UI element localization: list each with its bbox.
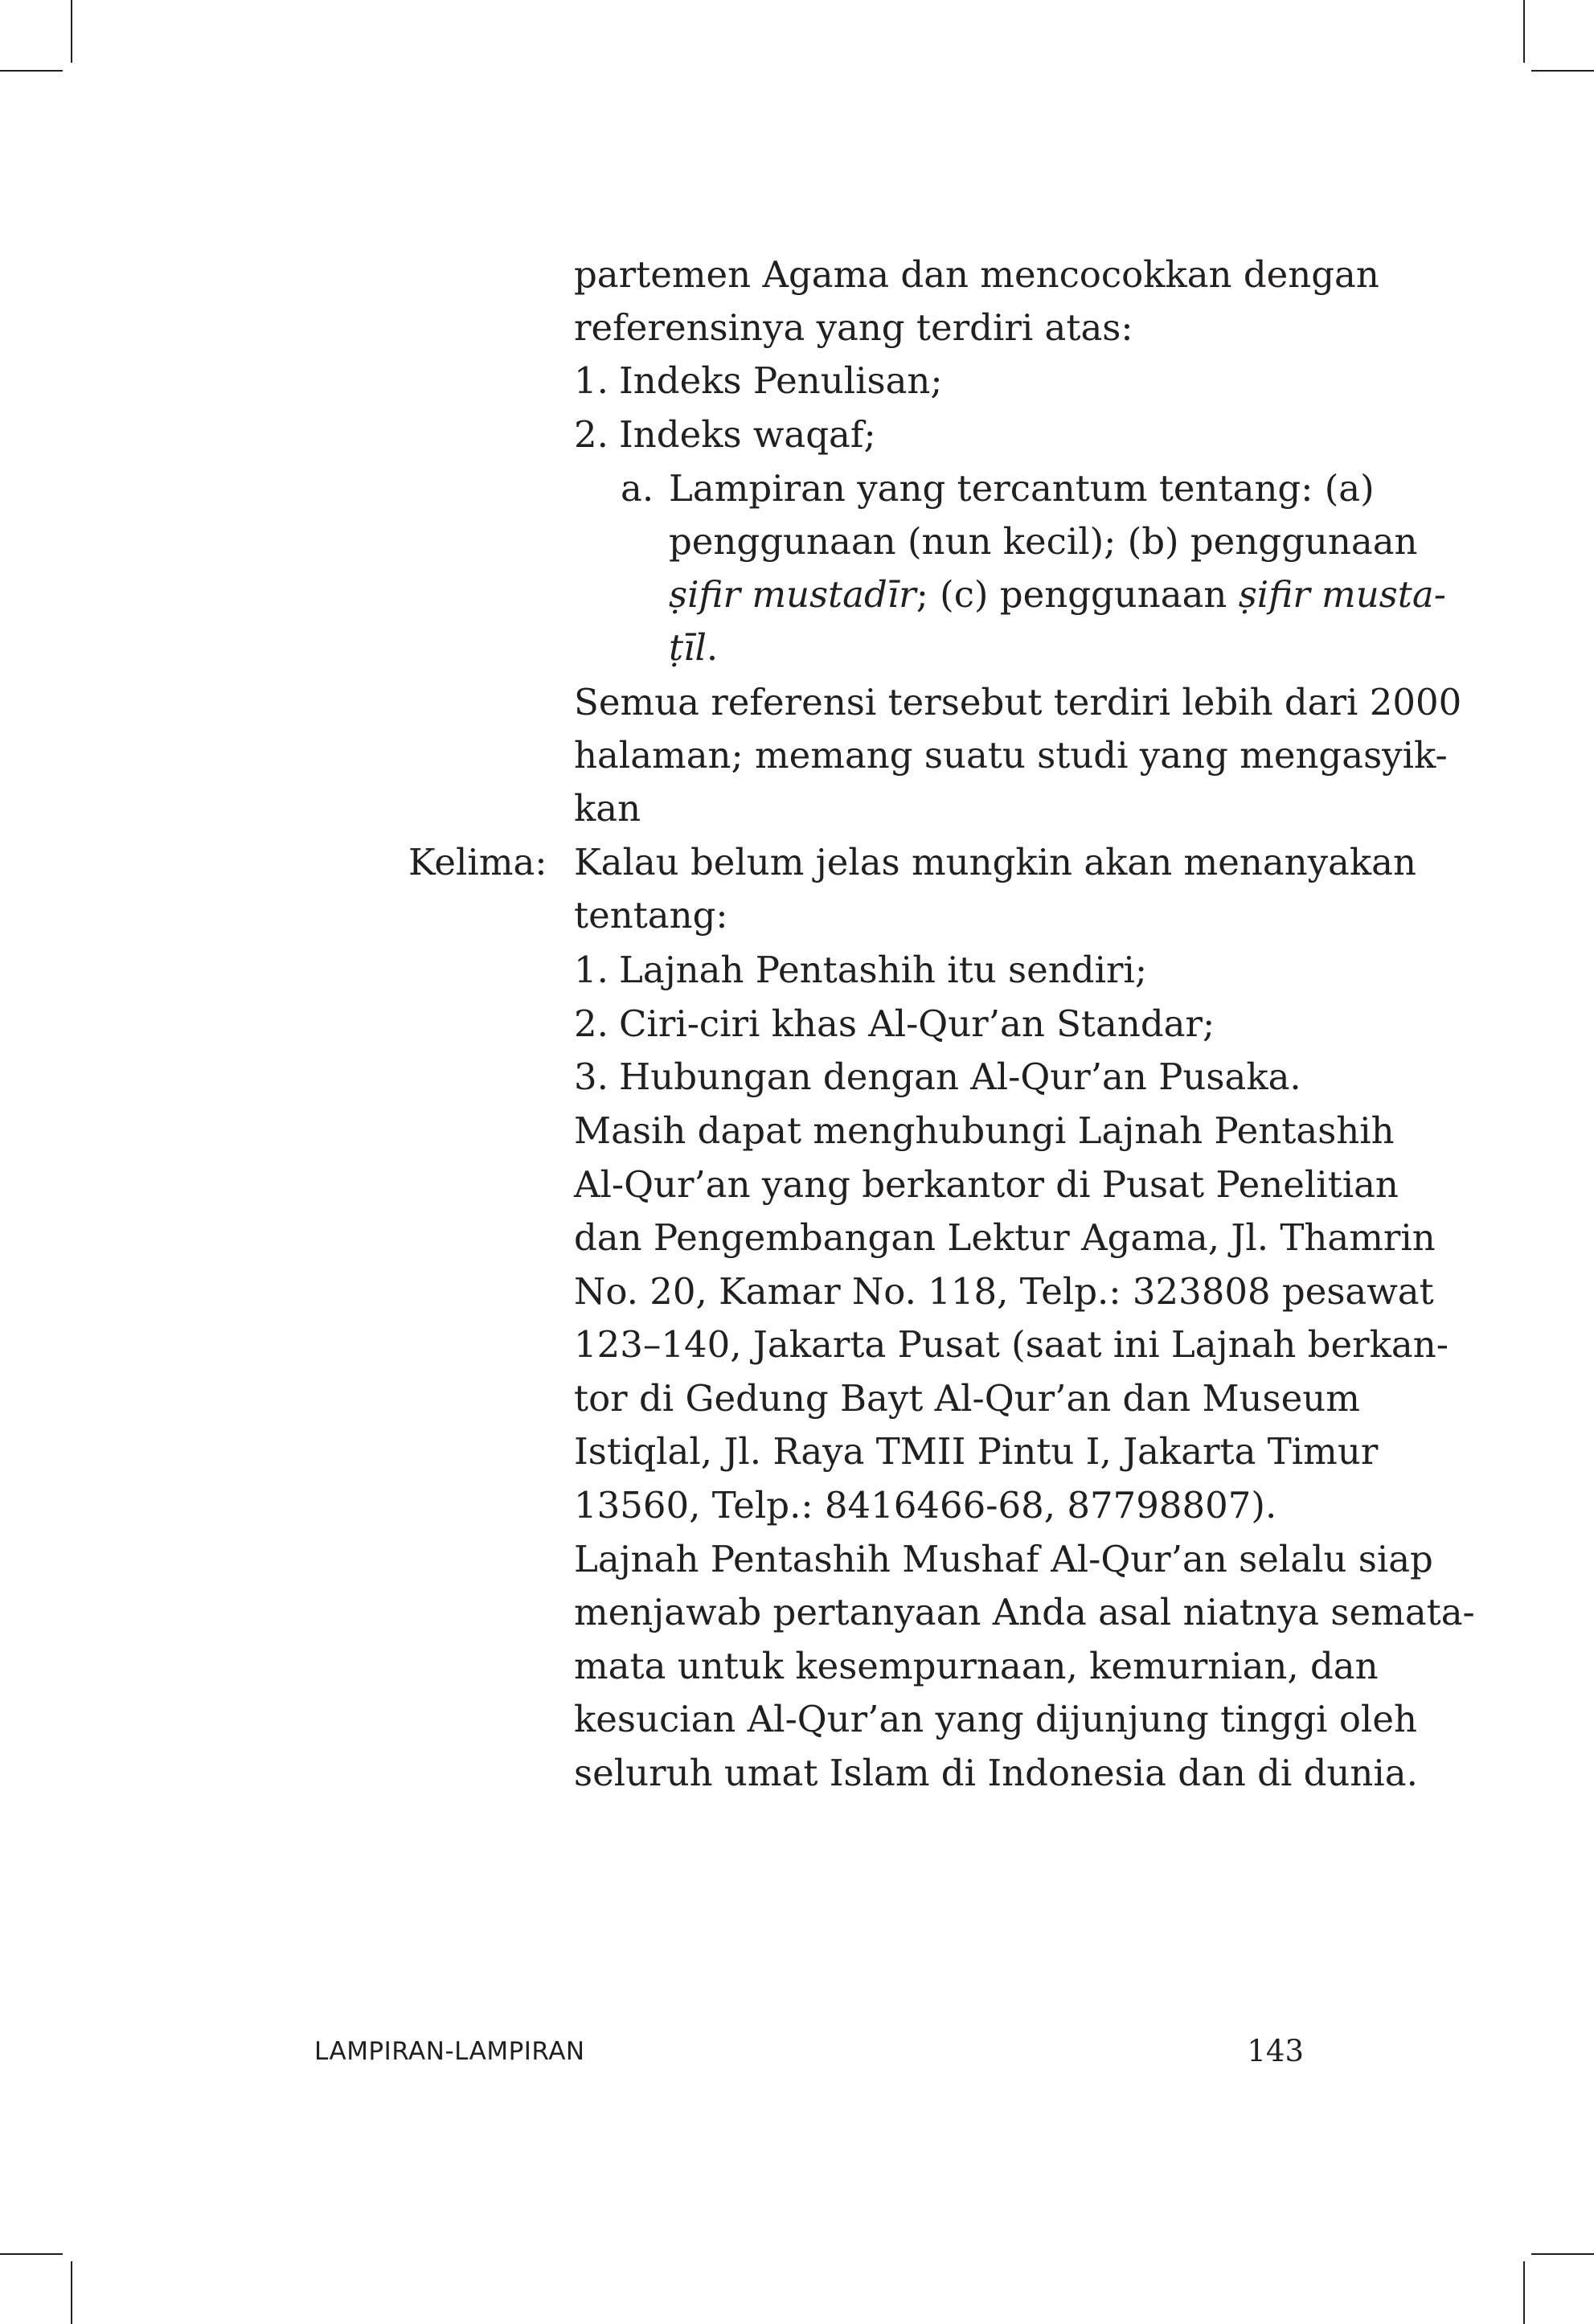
paragraph-line: Al-Qur’an yang berkantor di Pusat Penelitian — [574, 1163, 1399, 1206]
paragraph-line: Semua referensi tersebut terdiri lebih dari 2000 — [574, 681, 1462, 723]
crop-mark — [1531, 2253, 1594, 2255]
crop-mark — [1523, 0, 1525, 63]
crop-mark — [1523, 2261, 1525, 2324]
paragraph-line: dan Pengembangan Lektur Agama, Jl. Thamrin — [574, 1216, 1436, 1259]
italic-term: ṣifir mustadīr — [669, 573, 916, 616]
paragraph-line: menjawab pertanyaan Anda asal niatnya semata- — [574, 1591, 1475, 1633]
crop-mark — [1531, 70, 1594, 72]
list-number: 2. — [574, 1002, 609, 1045]
sublist-number: a. — [621, 467, 654, 510]
paragraph-line: halaman; memang suatu studi yang mengasyik- — [574, 734, 1448, 777]
list-text: Hubungan dengan Al-Qur’an Pusaka. — [619, 1055, 1301, 1098]
paragraph-line: Istiqlal, Jl. Raya TMII Pintu I, Jakarta Timur — [574, 1430, 1379, 1473]
italic-term: ṭīl — [669, 626, 707, 669]
paragraph-line: No. 20, Kamar No. 118, Telp.: 323808 pesawat — [574, 1270, 1434, 1313]
list-number: 2. — [574, 413, 609, 456]
list-number: 3. — [574, 1055, 609, 1098]
paragraph-line: Lajnah Pentashih Mushaf Al-Qur’an selalu siap — [574, 1538, 1433, 1580]
section-label: Kelima: — [408, 841, 547, 883]
paragraph-line: partemen Agama dan mencocokkan dengan — [574, 253, 1379, 296]
paragraph-line: kesucian Al-Qur’an yang dijunjung tinggi oleh — [574, 1698, 1417, 1740]
crop-mark — [0, 70, 63, 72]
crop-mark — [71, 0, 72, 63]
list-item — [574, 998, 1215, 1051]
paragraph-line: 13560, Telp.: 8416466-68, 87798807). — [574, 1484, 1277, 1527]
paragraph-line: tor di Gedung Bayt Al-Qur’an dan Museum — [574, 1377, 1360, 1420]
paragraph-line: seluruh umat Islam di Indonesia dan di dunia. — [574, 1752, 1418, 1794]
list-text: Ciri-ciri khas Al-Qur’an Standar; — [619, 1002, 1215, 1045]
sublist-text: Lampiran yang tercantum tentang: (a) — [669, 467, 1375, 510]
sublist-text: ; (c) penggunaan — [916, 573, 1239, 616]
list-text: Indeks Penulisan; — [619, 359, 943, 402]
paragraph-line: tentang: — [574, 894, 728, 937]
list-item — [574, 408, 876, 461]
list-text: Indeks waqaf; — [619, 413, 876, 456]
running-head: LAMPIRAN-LAMPIRAN — [314, 2037, 585, 2066]
paragraph-line: Masih dapat menghubungi Lajnah Pentashih — [574, 1109, 1395, 1152]
crop-mark — [71, 2261, 72, 2324]
paragraph-line: kan — [574, 787, 641, 830]
list-number: 1. — [574, 359, 609, 402]
sublist-line — [669, 568, 1446, 621]
sublist-line: penggunaan (nun kecil); (b) penggunaan — [669, 520, 1418, 563]
paragraph-line: 123–140, Jakarta Pusat (saat ini Lajnah berkan- — [574, 1323, 1449, 1366]
italic-term: ṣifir musta- — [1238, 573, 1446, 616]
paragraph-line: referensinya yang terdiri atas: — [574, 306, 1133, 349]
sublist-text: . — [706, 626, 719, 669]
list-number: 1. — [574, 949, 609, 991]
sublist-item — [621, 462, 1375, 515]
list-item — [574, 355, 943, 408]
list-item — [574, 1051, 1301, 1104]
paragraph-line: mata untuk kesempurnaan, kemurnian, dan — [574, 1645, 1379, 1687]
paragraph-line: Kalau belum jelas mungkin akan menanyakan — [574, 841, 1416, 883]
sublist-line — [669, 621, 1304, 674]
crop-mark — [0, 2253, 63, 2255]
list-text: Lajnah Pentashih itu sendiri; — [619, 949, 1148, 991]
list-item — [574, 944, 1147, 997]
page-number: 143 — [1247, 2034, 1304, 2068]
